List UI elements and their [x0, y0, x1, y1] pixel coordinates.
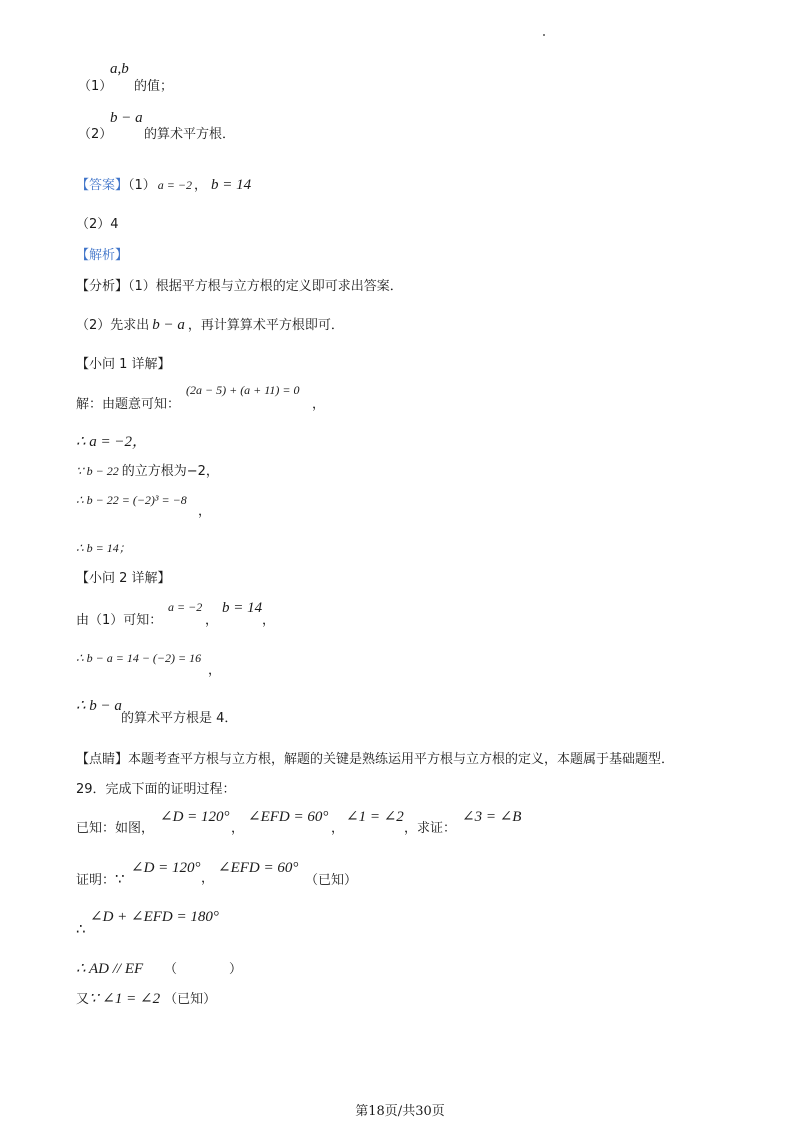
page-footer: 第18页/共30页	[355, 1104, 445, 1119]
analysis-label: 【分析】	[76, 279, 129, 294]
proof-blank-close: ）	[229, 962, 243, 977]
question-part-1-text: 的值；	[134, 79, 174, 94]
sub1-line-1-math: (2a − 5) + (a + 11) = 0	[186, 383, 300, 397]
sub2-line-2-math: ∴ b − a = 14 − (−2) = 16	[76, 651, 202, 665]
analysis-line-1	[76, 280, 403, 293]
question-part-1-math: a,b	[110, 61, 129, 77]
sub1-line-3-text: 的立方根为−2，	[121, 464, 219, 479]
q29-given-12: ∠1 = ∠2	[346, 809, 404, 825]
sub1-line-5: ∴ b = 14；	[76, 541, 131, 555]
answer-line-2: （2）4	[76, 217, 119, 232]
analysis-2-math: b − a	[152, 317, 185, 333]
sub-question-2-title: 【小问 2 详解】	[76, 571, 171, 586]
question-part-2-text: 的算术平方根．	[144, 127, 236, 142]
q29-prove: ∠3 = ∠B	[462, 809, 522, 825]
proof-efd: ∠EFD = 60°	[218, 860, 299, 876]
proof-therefore-symbol: ∴	[76, 920, 86, 938]
answer-num: （1）	[128, 178, 156, 193]
q29-prove-label: ，求证：	[404, 821, 457, 836]
analysis-tag: 【解析】	[76, 248, 129, 263]
answer-sep: ，	[194, 178, 208, 193]
question-29-title: 29．完成下面的证明过程：	[76, 782, 236, 797]
review-text: 本题考查平方根与立方根，解题的关键是熟练运用平方根与立方根的定义，本题属于基础题型．	[128, 752, 675, 767]
sub2-line-1-sep: ，	[205, 613, 219, 628]
proof-label-text: 证明：	[76, 873, 116, 888]
sub-question-1-title: 【小问 1 详解】	[76, 357, 171, 372]
proof-because-symbol: ∵	[115, 870, 125, 888]
review-tag: 【点睛】	[76, 752, 129, 767]
proof-parallel: ∴ AD // EF	[76, 961, 144, 977]
analysis-line-2	[76, 318, 344, 333]
answer-tag: 【答案】	[76, 178, 129, 193]
sub2-line-1-text: 由（1）可知：	[76, 613, 163, 628]
sub2-line-3-math: ∴ b − a	[76, 698, 122, 714]
q29-comma-2: ，	[331, 821, 345, 836]
proof-blank-open: （	[164, 962, 178, 977]
analysis-2-post: ，再计算算术平方根即可．	[187, 318, 344, 333]
page-speck	[543, 34, 545, 36]
question-part-2-math: b − a	[110, 110, 143, 126]
sub1-line-1-end: ，	[312, 397, 326, 412]
sub1-line-4-math: ∴ b − 22 = (−2)³ = −8	[76, 493, 187, 507]
proof-label	[76, 872, 125, 887]
q29-given-label: 已知：如图，	[76, 821, 155, 836]
sub1-line-1-text: 解：由题意可知：	[76, 397, 181, 412]
proof-angles: ∵ ∠1 = ∠2	[89, 991, 161, 1007]
q29-given-d: ∠D = 120°	[160, 809, 230, 825]
proof-d: ∠D = 120°	[131, 860, 201, 876]
proof-also: 又	[76, 992, 90, 1007]
sub1-line-3-math: ∵ b − 22	[76, 464, 119, 478]
sub2-line-1-b: b = 14	[222, 600, 263, 616]
sub1-line-2: ∴ a = −2，	[76, 434, 148, 450]
sub2-line-2-end: ，	[208, 663, 222, 678]
sub2-line-1-a: a = −2	[168, 600, 203, 614]
answer-a: a = −2	[157, 178, 192, 192]
review-line	[76, 753, 674, 766]
analysis-2-pre: （2）先求出	[76, 318, 150, 333]
proof-reason-blank[interactable]	[178, 960, 226, 978]
answer-line-1	[76, 178, 251, 193]
proof-sum: ∠D + ∠EFD = 180°	[90, 909, 219, 925]
proof-also-line	[76, 992, 216, 1007]
sub1-line-3	[76, 465, 219, 478]
sub2-line-3-text: 的算术平方根是 4．	[121, 711, 238, 726]
question-part-1: （1）	[78, 79, 113, 94]
proof-reason-2: （已知）	[164, 992, 217, 1007]
question-part-2: （2）	[78, 127, 113, 142]
sub1-line-4-end: ，	[198, 504, 212, 519]
answer-b: b = 14	[211, 177, 252, 193]
q29-given-efd: ∠EFD = 60°	[248, 809, 329, 825]
proof-comma: ，	[201, 871, 215, 886]
q29-comma-1: ，	[231, 821, 245, 836]
proof-reason-1: （已知）	[305, 873, 358, 888]
analysis-text: （1）根据平方根与立方根的定义即可求出答案．	[128, 279, 403, 294]
sub2-line-1-end: ，	[262, 613, 276, 628]
